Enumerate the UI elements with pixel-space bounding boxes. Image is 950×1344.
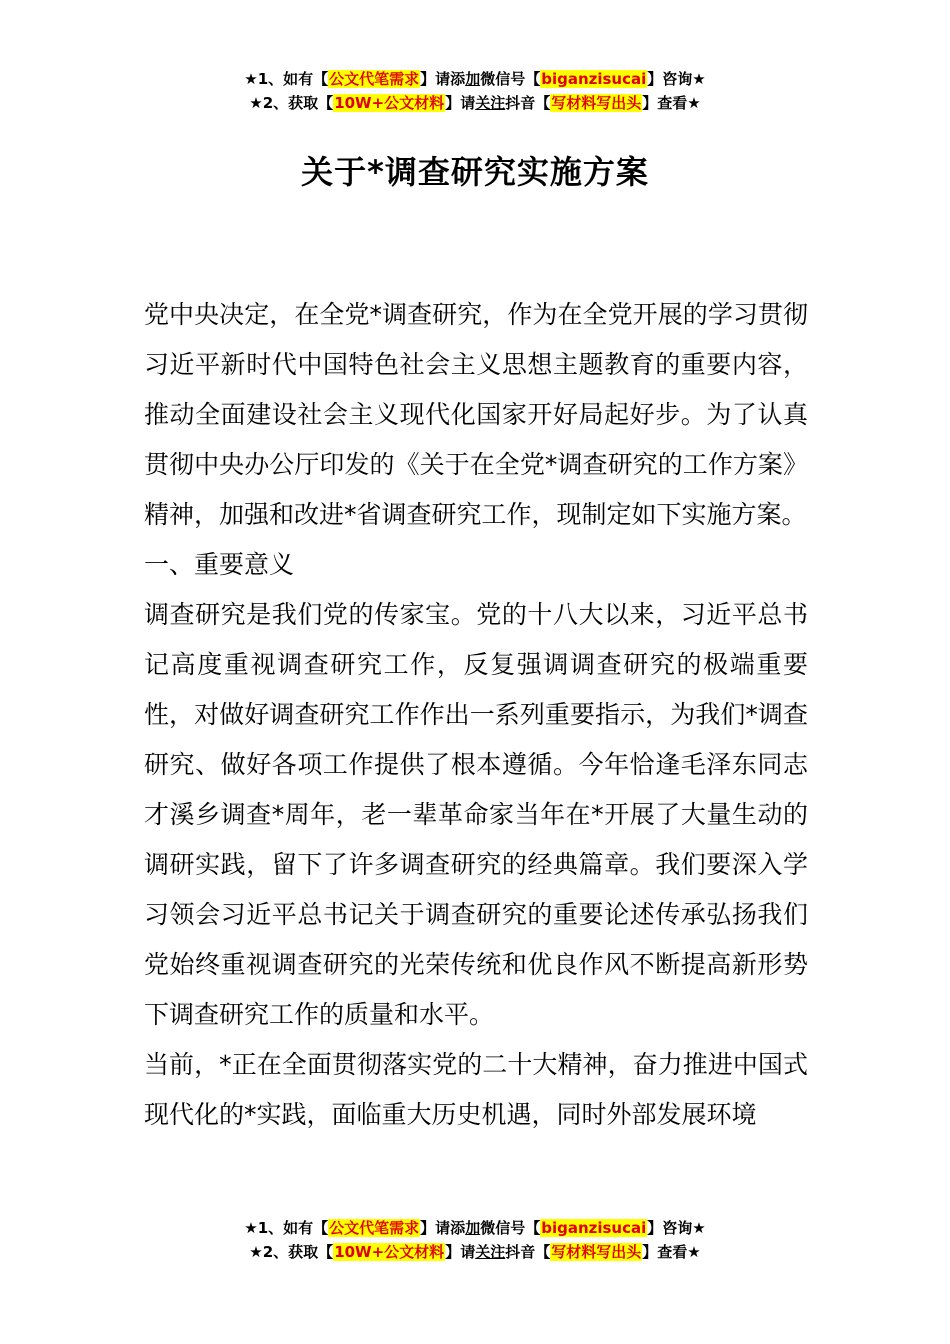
- banner-underlined: 加: [465, 1219, 481, 1237]
- banner-text: 抖音【: [505, 1243, 551, 1261]
- banner-text: 】咨询★: [647, 70, 706, 88]
- banner-line-1: [0, 1216, 950, 1240]
- banner-line-2: [0, 1240, 950, 1264]
- banner-text: 】请: [445, 94, 476, 112]
- document-title: 关于*调查研究实施方案: [301, 153, 649, 191]
- banner-highlight: 写材料写出头: [551, 1243, 642, 1261]
- document-body: [144, 290, 808, 1140]
- section-heading: 一、重要意义: [144, 550, 295, 579]
- banner-text: 】请: [445, 1243, 476, 1261]
- banner-highlight: 公文代笔需求: [329, 1219, 420, 1237]
- paragraph-intro: 党中央决定，在全党*调查研究，作为在全党开展的学习贯彻习近平新时代中国特色社会主义思想主题教育的重要内容，推动全面建设社会主义现代化国家开好局起好步。为了认真贯彻中央办公厅印发的《关于在全党*调查研究的工作方案》精神，加强和改进*省调查研究工作，现制定如下实施方案。: [144, 300, 808, 529]
- banner-highlight: biganzisucai: [541, 70, 647, 88]
- banner-text: 】咨询★: [647, 1219, 706, 1237]
- banner-text: ★2、获取【: [249, 94, 334, 112]
- banner-highlight: 公文代笔需求: [329, 70, 420, 88]
- banner-highlight: 10W+公文材料: [334, 94, 445, 112]
- banner-highlight: biganzisucai: [541, 1219, 647, 1237]
- header-banner: [0, 67, 950, 115]
- banner-underlined: 关注: [475, 94, 506, 112]
- banner-highlight: 写材料写出头: [551, 94, 642, 112]
- banner-text: ★1、如有【: [244, 70, 329, 88]
- banner-text: 】请添: [420, 70, 466, 88]
- banner-underlined: 加: [465, 70, 481, 88]
- footer-banner: [0, 1216, 950, 1264]
- banner-text: 】请添: [420, 1219, 466, 1237]
- banner-text: ★1、如有【: [244, 1219, 329, 1237]
- banner-text: 】查看★: [642, 1243, 701, 1261]
- paragraph: 当前，*正在全面贯彻落实党的二十大精神，奋力推进中国式现代化的*实践，面临重大历史机遇，同时外部发展环境: [144, 1050, 808, 1129]
- banner-line-2: [0, 91, 950, 115]
- banner-text: 微信号【: [480, 70, 541, 88]
- banner-highlight: 10W+公文材料: [334, 1243, 445, 1261]
- banner-line-1: [0, 67, 950, 91]
- paragraph: 调查研究是我们党的传家宝。党的十八大以来，习近平总书记高度重视调查研究工作，反复强调调查研究的极端重要性，对做好调查研究工作作出一系列重要指示，为我们*调查研究、做好各项工作提供了根本遵循。今年恰逢毛泽东同志才溪乡调查*周年，老一辈革命家当年在*开展了大量生动的调研实践，留下了许多调查研究的经典篇章。我们要深入学习领会习近平总书记关于调查研究的重要论述传承弘扬我们党始终重视调查研究的光荣传统和优良作风不断提高新形势下调查研究工作的质量和水平。: [144, 600, 808, 1029]
- banner-text: 抖音【: [505, 94, 551, 112]
- banner-text: ★2、获取【: [249, 1243, 334, 1261]
- banner-underlined: 关注: [475, 1243, 506, 1261]
- banner-text: 】查看★: [642, 94, 701, 112]
- banner-text: 微信号【: [480, 1219, 541, 1237]
